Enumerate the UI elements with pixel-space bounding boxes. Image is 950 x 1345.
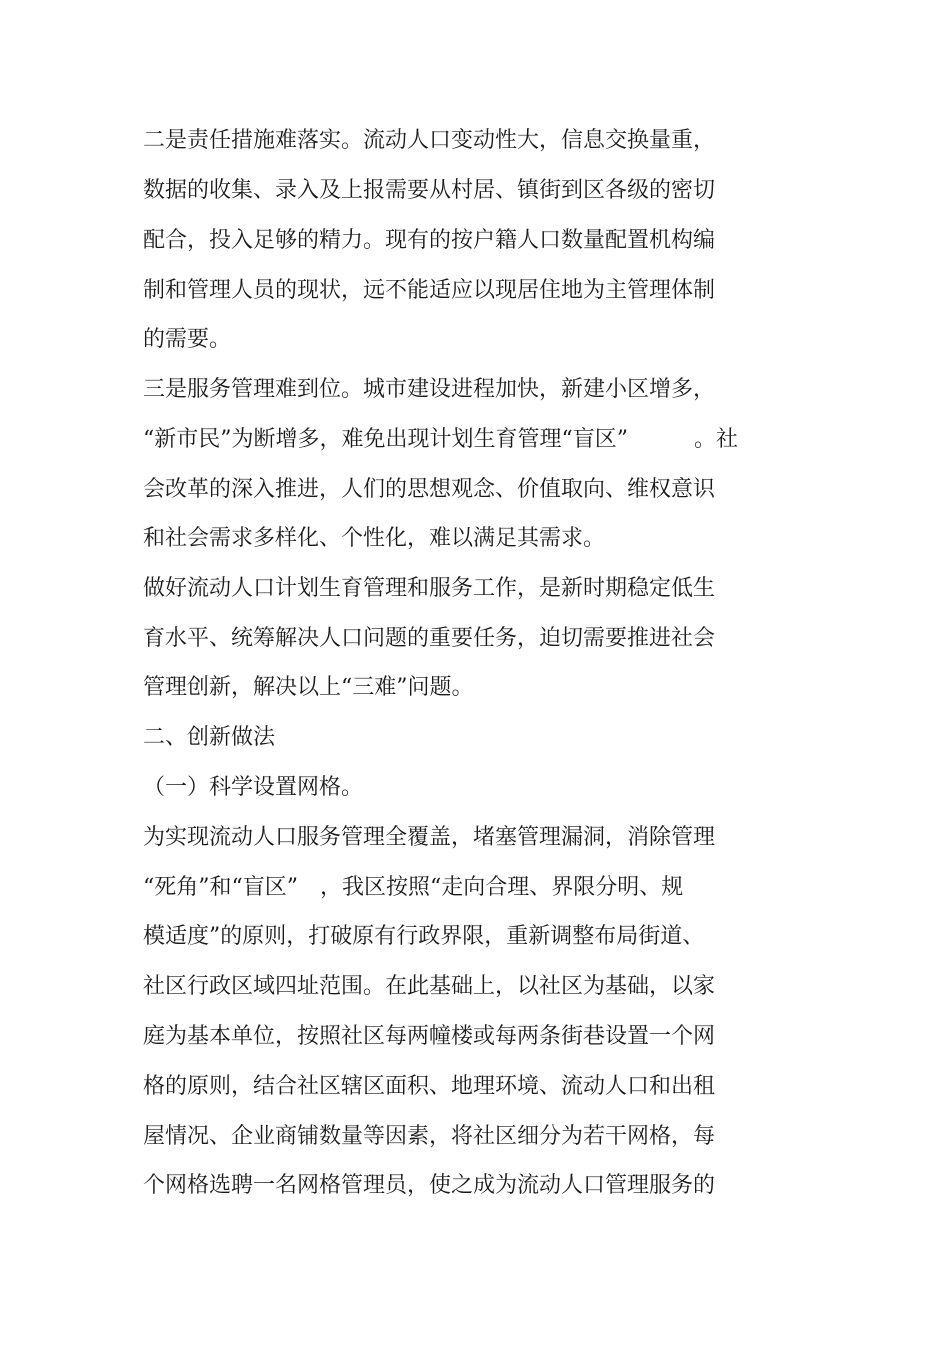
text-line: 做好流动人口计划生育管理和服务工作，是新时期稳定低生 [143, 576, 716, 601]
text-line: 和社会需求多样化、个性化，难以满足其需求。 [143, 526, 606, 551]
section-heading: 二、创新做法 [143, 725, 276, 750]
text-line: 屋情况、企业商铺数量等因素，将社区细分为若干网格，每 [143, 1124, 716, 1149]
text-line: 制和管理人员的现状，远不能适应以现居住地为主管理体制 [143, 278, 716, 303]
text-line: 社区行政区域四址范围。在此基础上，以社区为基础，以家 [143, 974, 716, 999]
text-line: “新市民”为断增多，难免出现计划生育管理“盲区” 。社 [143, 427, 738, 452]
text-line: 模适度”的原则，打破原有行政界限，重新调整布局街道、 [143, 924, 705, 949]
text-line: 数据的收集、录入及上报需要从村居、镇街到区各级的密切 [143, 178, 716, 203]
subsection-heading: （一）科学设置网格。 [143, 775, 364, 800]
text-line: 三是服务管理难到位。城市建设进程加快，新建小区增多， [143, 377, 716, 402]
text-line: 配合，投入足够的精力。现有的按户籍人口数量配置机构编 [143, 228, 716, 253]
text-line: 格的原则，结合社区辖区面积、地理环境、流动人口和出租 [143, 1074, 716, 1099]
text-line: 管理创新，解决以上“三难”问题。 [143, 675, 474, 700]
text-line: 二是责任措施难落实。流动人口变动性大，信息交换量重， [143, 128, 716, 153]
text-line: 为实现流动人口服务管理全覆盖，堵塞管理漏洞，消除管理 [143, 825, 716, 850]
text-line: 庭为基本单位，按照社区每两幢楼或每两条街巷设置一个网 [143, 1024, 716, 1049]
text-line: 的需要。 [143, 327, 232, 352]
text-line: 会改革的深入推进，人们的思想观念、价值取向、维权意识 [143, 477, 716, 502]
text-line: “死角”和“盲区” ，我区按照“走向合理、界限分明、规 [143, 875, 684, 900]
text-line: 个网格选聘一名网格管理员，使之成为流动人口管理服务的 [143, 1173, 716, 1198]
text-line: 育水平、统筹解决人口问题的重要任务，迫切需要推进社会 [143, 626, 716, 651]
